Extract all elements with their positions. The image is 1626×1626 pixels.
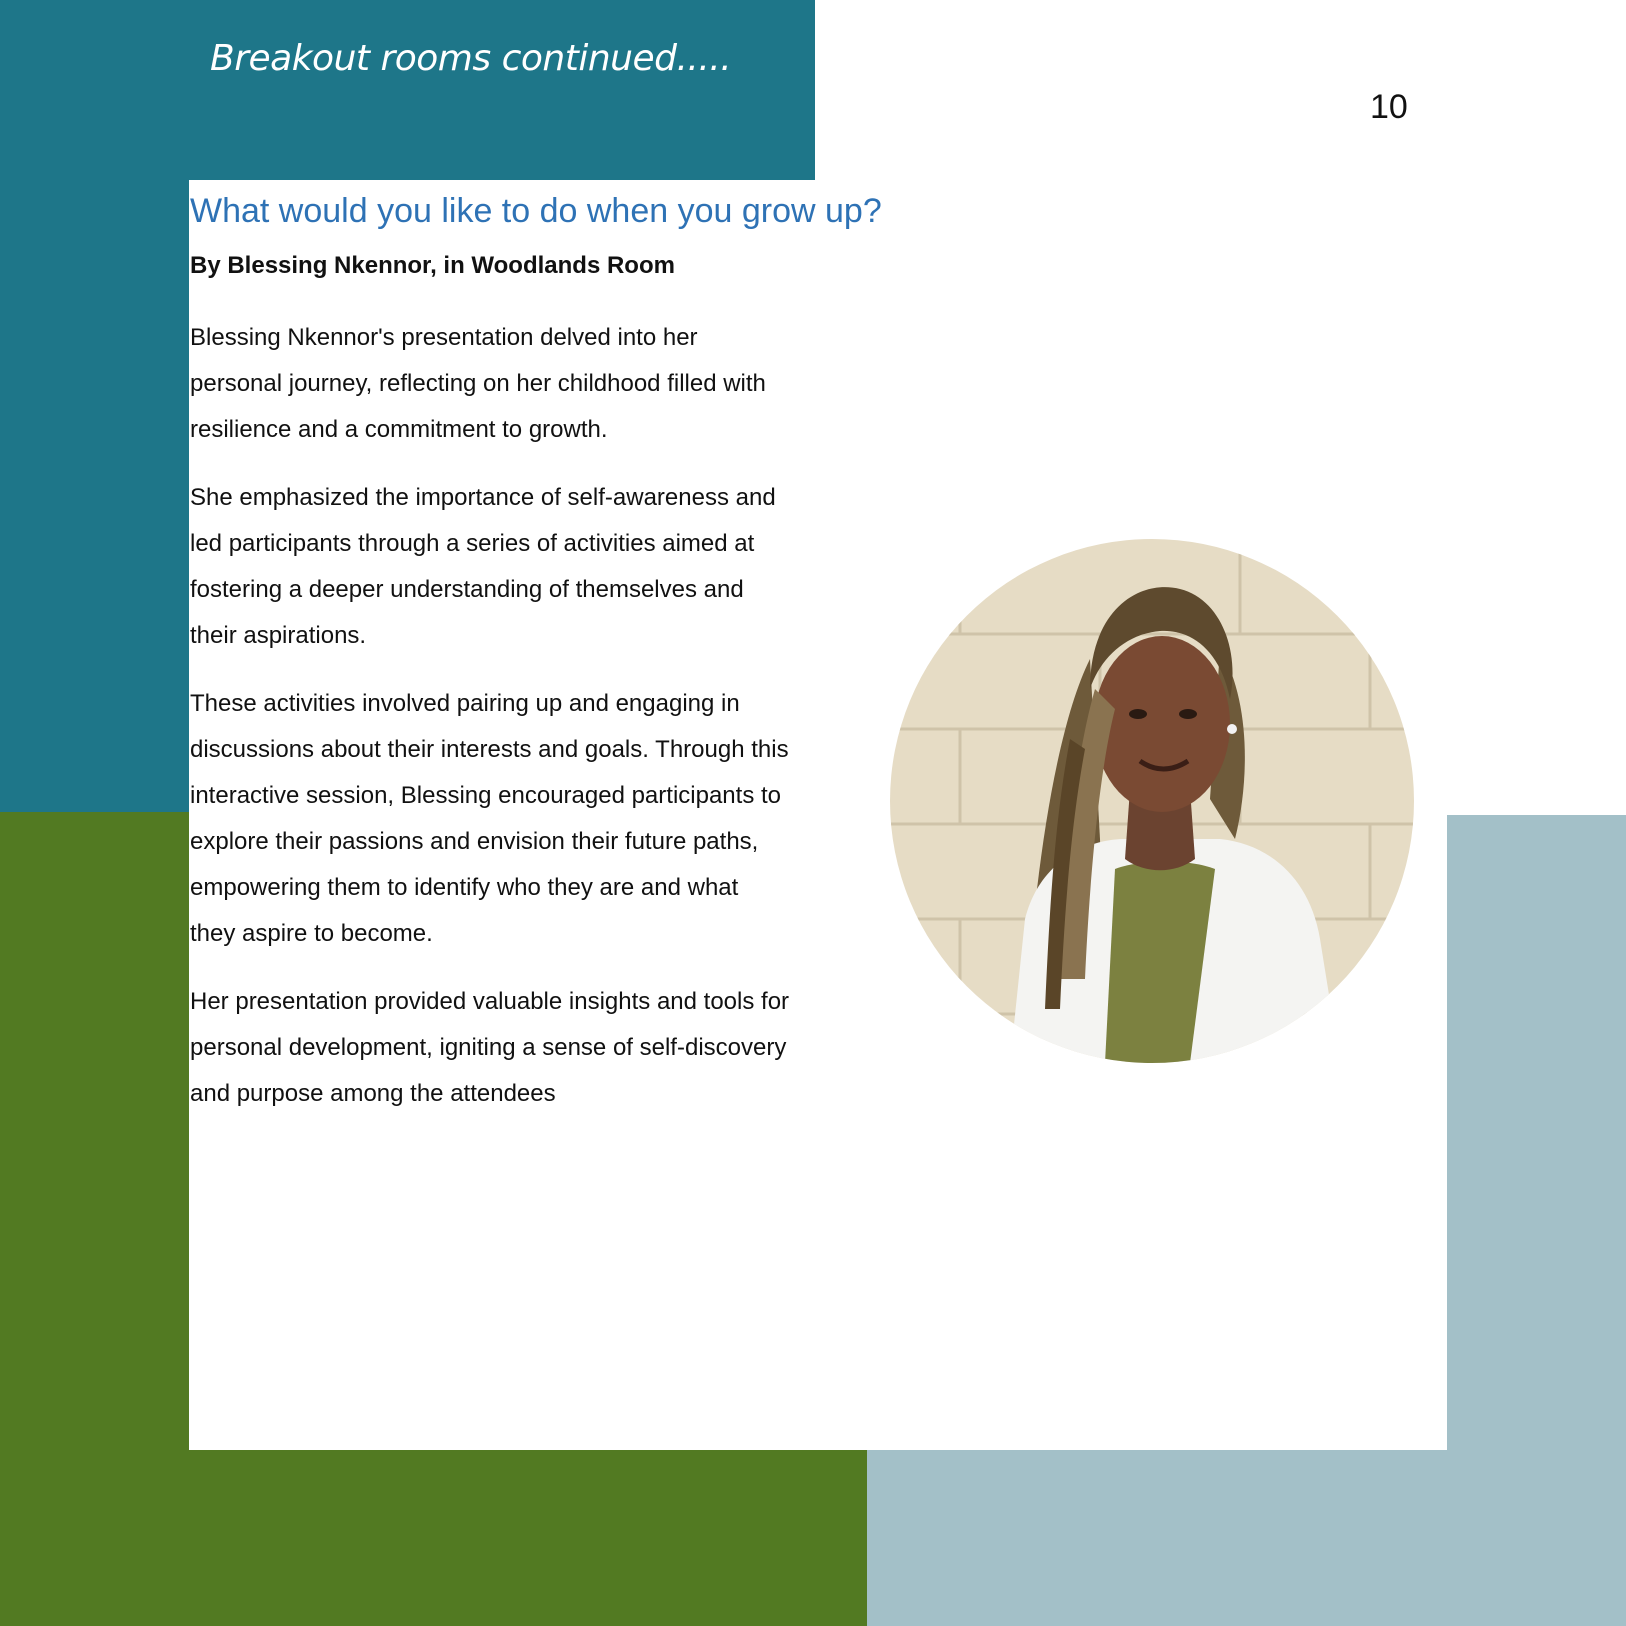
section-header-title: Breakout rooms continued..... <box>210 38 732 79</box>
article-paragraph: Her presentation provided valuable insights and tools for personal development, igniting a sense of self-discovery and purpose among the attendees <box>190 988 790 1107</box>
speaker-portrait-illustration <box>890 539 1414 1063</box>
article-paragraph: These activities involved pairing up and engaging in discussions about their interests and goals. Through this interactive session, Blessing encouraged participants to explore their passions and envision their future paths, empowering them to identify who they are and what they aspire to become. <box>190 690 789 947</box>
page-number: 10 <box>1370 88 1408 126</box>
article-byline: By Blessing Nkennor, in Woodlands Room <box>190 252 675 279</box>
article-paragraph: Blessing Nkennor's presentation delved into her personal journey, reflecting on her childhood filled with resilience and a commitment to growth. <box>190 324 766 443</box>
article-body <box>190 315 790 1139</box>
article-title: What would you like to do when you grow up? <box>190 192 882 230</box>
speaker-portrait <box>890 539 1414 1063</box>
article-paragraph: She emphasized the importance of self-awareness and led participants through a series of activities aimed at fostering a deeper understanding of themselves and their aspirations. <box>190 484 776 649</box>
